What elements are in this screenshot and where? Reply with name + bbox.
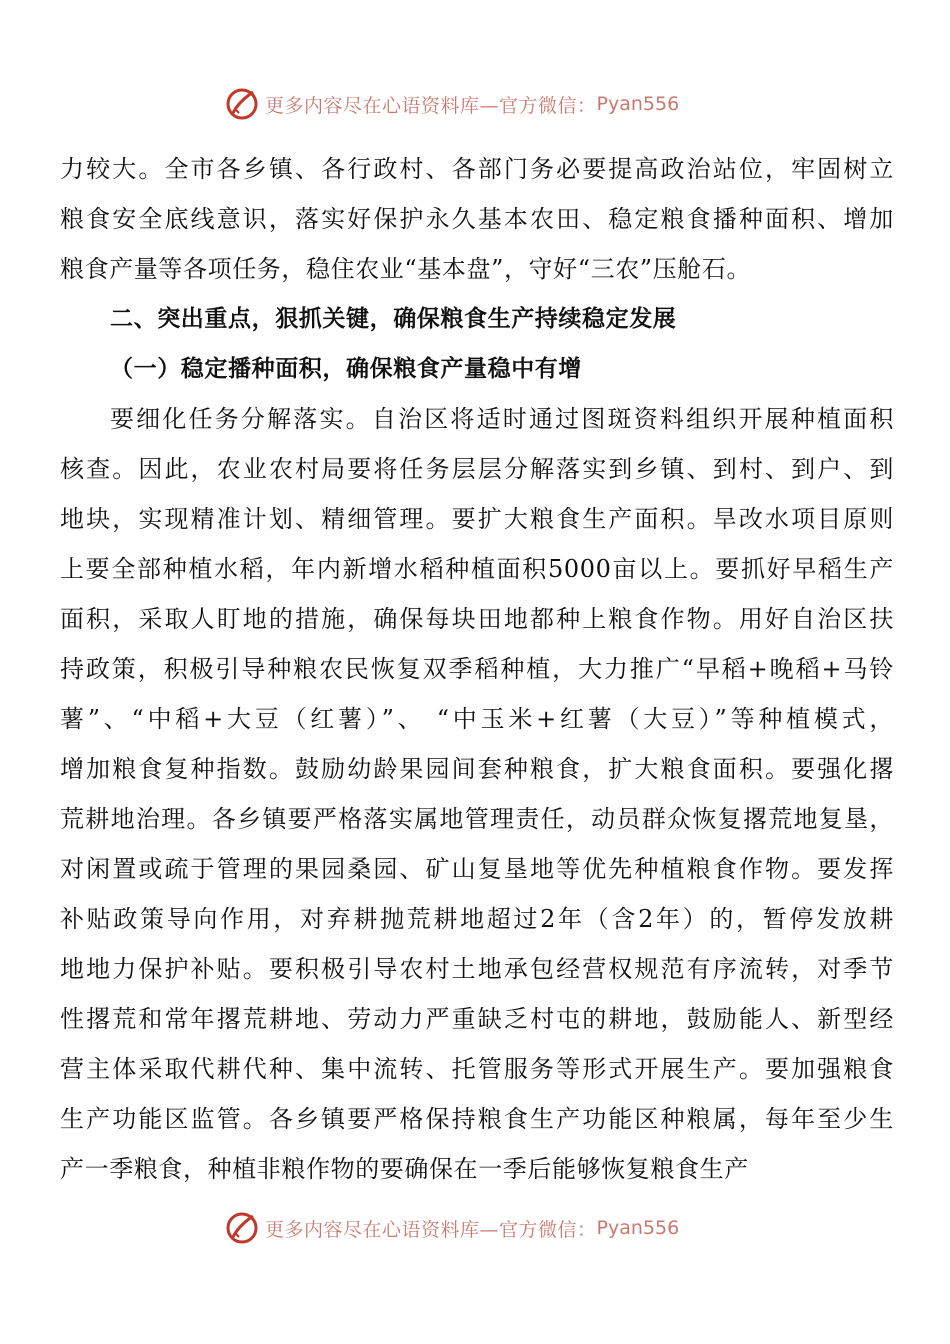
body-line: 地地力保护补贴。要积极引导农村土地承包经营权规范有序流转，对季节 (60, 955, 894, 983)
body-line: 性撂荒和常年撂荒耕地、劳动力严重缺乏村屯的耕地，鼓励能人、新型经 (60, 1005, 894, 1033)
document-body (60, 144, 894, 1194)
body-line: 力较大。全市各乡镇、各行政村、各部门务必要提高政治站位，牢固树立 (60, 155, 894, 183)
watermark-text: 更多内容尽在心语资料库—官方微信： (265, 94, 597, 117)
body-line: 粮食安全底线意识，落实好保护永久基本农田、稳定粮食播种面积、增加 (60, 205, 894, 233)
body-line: 补贴政策导向作用，对弃耕抛荒耕地超过2年（含2年）的，暂停发放耕 (60, 905, 894, 933)
watermark-id: Pyan556 (596, 93, 680, 115)
body-line: 地块，实现精准计划、精细管理。要扩大粮食生产面积。旱改水项目原则 (60, 505, 894, 533)
body-line: 上要全部种植水稻，年内新增水稻种植面积5000亩以上。要抓好早稻生产 (60, 555, 894, 583)
body-line: 增加粮食复种指数。鼓励幼龄果园间套种粮食，扩大粮食面积。要强化撂 (60, 755, 894, 783)
body-line: 荒耕地治理。各乡镇要严格落实属地管理责任，动员群众恢复撂荒地复垦， (60, 805, 894, 833)
watermark-text: 更多内容尽在心语资料库—官方微信： (265, 1218, 597, 1241)
watermark-id: Pyan556 (596, 1217, 680, 1239)
body-line: 核查。因此，农业农村局要将任务层层分解落实到乡镇、到村、到户、到 (60, 455, 894, 483)
section-heading: 二、突出重点，狠抓关键，确保粮食生产持续稳定发展 (110, 306, 677, 332)
body-line: 对闲置或疏于管理的果园桑园、矿山复垦地等优先种植粮食作物。要发挥 (60, 855, 894, 883)
body-line: 粮食产量等各项任务，稳住农业“基本盘”，守好“三农”压舱石。 (60, 255, 752, 283)
body-line: 面积，采取人盯地的措施，确保每块田地都种上粮食作物。用好自治区扶 (60, 605, 894, 633)
body-line: 产一季粮食，种植非粮作物的要确保在一季后能够恢复粮食生产 (60, 1155, 749, 1183)
subsection-heading: （一）稳定播种面积，确保粮食产量稳中有增 (110, 356, 582, 382)
watermark-header (225, 84, 679, 124)
body-line: 营主体采取代耕代种、集中流转、托管服务等形式开展生产。要加强粮食 (60, 1055, 894, 1083)
body-line: 生产功能区监管。各乡镇要严格保持粮食生产功能区种粮属，每年至少生 (60, 1105, 894, 1133)
body-line: 持政策，积极引导种粮农民恢复双季稻种植，大力推广“早稻+晚稻+马铃 (60, 655, 894, 683)
watermark-footer (225, 1208, 679, 1248)
body-line: 要细化任务分解落实。自治区将适时通过图斑资料组织开展种植面积 (110, 405, 894, 433)
pen-signature-icon (225, 87, 259, 121)
pen-signature-icon (225, 1211, 259, 1245)
body-line: 薯”、“中稻+大豆（红薯）”、 “中玉米+红薯（大豆）”等种植模式， (60, 705, 894, 733)
